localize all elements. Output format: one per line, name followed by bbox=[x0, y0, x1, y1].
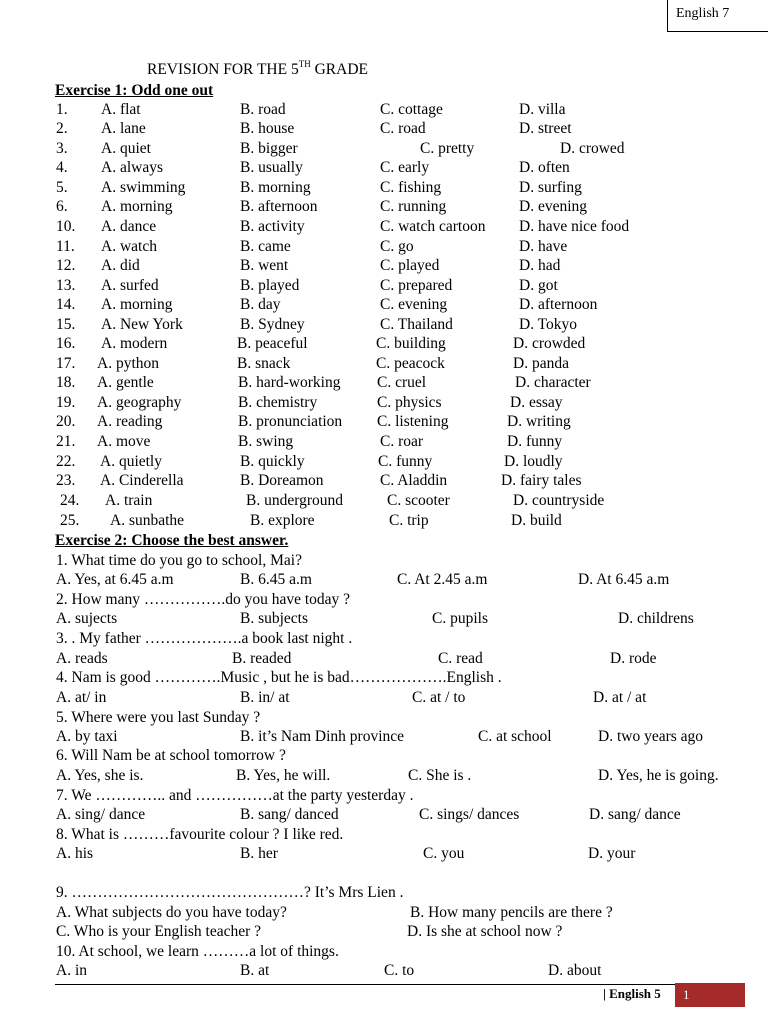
answer-b: B. sang/ danced bbox=[240, 806, 339, 823]
answer-c: C. At 2.45 a.m bbox=[397, 571, 488, 588]
option-c: C. cottage bbox=[380, 101, 443, 118]
item-number: 5. bbox=[56, 179, 68, 196]
option-d: D. Tokyo bbox=[519, 316, 578, 333]
answer-b: B. in/ at bbox=[240, 689, 290, 706]
answer-c: C. at school bbox=[478, 728, 552, 745]
option-a: A. morning bbox=[101, 296, 173, 313]
item-number: 3. bbox=[56, 140, 68, 157]
answer-b: B. her bbox=[240, 845, 278, 862]
option-b: B. played bbox=[240, 277, 300, 294]
footer-label: | English 5 bbox=[603, 986, 661, 1001]
option-a: A. quiet bbox=[101, 140, 151, 157]
option-d: D. got bbox=[519, 277, 558, 294]
answer-a: A. reads bbox=[56, 650, 108, 667]
answer-a: A. in bbox=[56, 962, 87, 979]
option-d: D. build bbox=[511, 512, 562, 529]
option-d: D. countryside bbox=[513, 492, 605, 509]
option-c: C. pretty bbox=[420, 140, 475, 157]
question-10: 10. At school, we learn ………a lot of things. bbox=[56, 943, 339, 960]
option-b: B. usually bbox=[240, 159, 303, 176]
answer-a: A. What subjects do you have today? bbox=[56, 904, 287, 921]
answer-d: D. sang/ dance bbox=[589, 806, 681, 823]
answer-c: C. pupils bbox=[432, 610, 488, 627]
exercise1-heading: Exercise 1: Odd one out bbox=[55, 82, 214, 99]
option-c: C. building bbox=[376, 335, 446, 352]
answer-a: A. Yes, at 6.45 a.m bbox=[56, 571, 174, 588]
option-d: D. writing bbox=[507, 413, 571, 430]
answer-c: C. sings/ dances bbox=[419, 806, 520, 823]
option-a: A. always bbox=[101, 159, 163, 176]
answer-a: A. sujects bbox=[56, 610, 118, 627]
item-number: 18. bbox=[56, 374, 76, 391]
option-c: C. fishing bbox=[380, 179, 442, 196]
option-b: B. Sydney bbox=[240, 316, 305, 333]
answer-c: C. you bbox=[423, 845, 465, 862]
option-b: B. underground bbox=[246, 492, 344, 509]
answer-c: C. Who is your English teacher ? bbox=[56, 923, 262, 940]
footer-page-number: 1 bbox=[675, 983, 745, 1007]
option-b: B. afternoon bbox=[240, 198, 318, 215]
option-a: A. flat bbox=[101, 101, 141, 118]
answer-a: A. his bbox=[56, 845, 94, 862]
answer-a: A. Yes, she is. bbox=[56, 767, 144, 784]
option-c: C. peacock bbox=[376, 355, 445, 372]
option-d: D. fairy tales bbox=[501, 472, 582, 489]
option-a: A. dance bbox=[101, 218, 157, 235]
page-title: REVISION FOR THE 5TH GRADE bbox=[147, 59, 368, 78]
option-c: C. trip bbox=[389, 512, 429, 529]
option-d: D. evening bbox=[519, 198, 588, 215]
option-b: B. peaceful bbox=[237, 335, 308, 352]
option-c: C. physics bbox=[377, 394, 442, 411]
item-number: 22. bbox=[56, 453, 76, 470]
option-c: C. roar bbox=[380, 433, 424, 450]
option-d: D. often bbox=[519, 159, 570, 176]
option-c: C. evening bbox=[380, 296, 448, 313]
answer-a: A. by taxi bbox=[56, 728, 118, 745]
option-a: A. reading bbox=[97, 413, 163, 430]
option-b: B. activity bbox=[240, 218, 305, 235]
option-b: B. swing bbox=[238, 433, 294, 450]
option-a: A. New York bbox=[101, 316, 183, 333]
option-c: C. funny bbox=[378, 453, 433, 470]
answer-d: D. At 6.45 a.m bbox=[578, 571, 670, 588]
option-b: B. quickly bbox=[240, 453, 305, 470]
answer-d: D. at / at bbox=[593, 689, 647, 706]
item-number: 17. bbox=[56, 355, 76, 372]
answer-d: D. childrens bbox=[618, 610, 694, 627]
option-d: D. have bbox=[519, 238, 568, 255]
option-b: B. went bbox=[240, 257, 289, 274]
item-number: 6. bbox=[56, 198, 68, 215]
item-number: 11. bbox=[56, 238, 75, 255]
option-c: C. road bbox=[380, 120, 426, 137]
option-d: D. crowded bbox=[513, 335, 586, 352]
item-number: 23. bbox=[56, 472, 76, 489]
item-number: 14. bbox=[56, 296, 76, 313]
answer-c: C. at / to bbox=[412, 689, 466, 706]
option-d: D. have nice food bbox=[519, 218, 630, 235]
answer-c: C. She is . bbox=[408, 767, 472, 784]
question-7: 7. We ………….. and ……………at the party yesterday . bbox=[56, 787, 414, 804]
option-d: D. street bbox=[519, 120, 572, 137]
option-b: B. road bbox=[240, 101, 286, 118]
item-number: 1. bbox=[56, 101, 68, 118]
option-d: D. afternoon bbox=[519, 296, 598, 313]
option-a: A. lane bbox=[101, 120, 146, 137]
answer-b: B. How many pencils are there ? bbox=[410, 904, 613, 921]
question-8: 8. What is ………favourite colour ? I like red. bbox=[56, 826, 344, 843]
answer-d: D. two years ago bbox=[598, 728, 704, 745]
option-c: C. watch cartoon bbox=[380, 218, 486, 235]
option-b: B. came bbox=[240, 238, 291, 255]
option-a: A. Cinderella bbox=[100, 472, 184, 489]
question-9: 9. ………………………………………? It’s Mrs Lien . bbox=[56, 884, 404, 901]
option-b: B. pronunciation bbox=[238, 413, 343, 430]
answer-b: B. at bbox=[240, 962, 270, 979]
option-a: A. sunbathe bbox=[110, 512, 185, 529]
option-b: B. chemistry bbox=[238, 394, 318, 411]
option-d: D. loudly bbox=[504, 453, 563, 470]
answer-b: B. readed bbox=[232, 650, 292, 667]
answer-d: D. Yes, he is going. bbox=[598, 767, 719, 784]
option-a: A. train bbox=[105, 492, 153, 509]
item-number: 12. bbox=[56, 257, 76, 274]
option-c: C. Thailand bbox=[380, 316, 453, 333]
option-d: D. essay bbox=[510, 394, 563, 411]
option-c: C. go bbox=[380, 238, 414, 255]
option-c: C. running bbox=[380, 198, 447, 215]
answer-c: C. read bbox=[438, 650, 483, 667]
option-c: C. prepared bbox=[380, 277, 453, 294]
answer-b: B. it’s Nam Dinh province bbox=[240, 728, 405, 745]
option-b: B. Doreamon bbox=[240, 472, 324, 489]
question-6: 6. Will Nam be at school tomorrow ? bbox=[56, 747, 286, 764]
option-c: C. scooter bbox=[387, 492, 450, 509]
answer-b: B. Yes, he will. bbox=[236, 767, 331, 784]
option-a: A. gentle bbox=[97, 374, 154, 391]
question-4: 4. Nam is good ………….Music , but he is bad……………….English . bbox=[56, 669, 502, 686]
answer-d: D. your bbox=[588, 845, 636, 862]
option-d: D. funny bbox=[507, 433, 563, 450]
item-number: 25. bbox=[60, 512, 80, 529]
item-number: 20. bbox=[56, 413, 76, 430]
answer-d: D. rode bbox=[610, 650, 657, 667]
item-number: 24. bbox=[60, 492, 80, 509]
item-number: 19. bbox=[56, 394, 76, 411]
item-number: 15. bbox=[56, 316, 76, 333]
question-5: 5. Where were you last Sunday ? bbox=[56, 709, 261, 726]
option-a: A. quietly bbox=[100, 453, 162, 470]
option-c: C. early bbox=[380, 159, 430, 176]
answer-a: A. at/ in bbox=[56, 689, 107, 706]
answer-c: C. to bbox=[384, 962, 415, 979]
option-a: A. geography bbox=[97, 394, 182, 411]
option-c: C. Aladdin bbox=[380, 472, 448, 489]
footer-rule bbox=[55, 984, 745, 985]
item-number: 13. bbox=[56, 277, 76, 294]
option-b: B. house bbox=[240, 120, 295, 137]
option-a: A. surfed bbox=[101, 277, 159, 294]
answer-b: B. subjects bbox=[240, 610, 309, 627]
option-a: A. swimming bbox=[101, 179, 186, 196]
option-c: C. listening bbox=[377, 413, 449, 430]
answer-a: A. sing/ dance bbox=[56, 806, 146, 823]
option-b: B. hard-working bbox=[238, 374, 341, 391]
header-tag: English 7 bbox=[667, 0, 768, 32]
option-d: D. crowed bbox=[560, 140, 625, 157]
answer-d: D. Is she at school now ? bbox=[407, 923, 563, 940]
option-a: A. watch bbox=[101, 238, 157, 255]
option-c: C. played bbox=[380, 257, 440, 274]
option-d: D. villa bbox=[519, 101, 566, 118]
option-a: A. modern bbox=[101, 335, 168, 352]
option-b: B. day bbox=[240, 296, 281, 313]
option-b: B. explore bbox=[250, 512, 315, 529]
option-a: A. python bbox=[97, 355, 159, 372]
option-d: D. surfing bbox=[519, 179, 582, 196]
option-a: A. move bbox=[97, 433, 151, 450]
option-d: D. character bbox=[515, 374, 591, 391]
item-number: 10. bbox=[56, 218, 76, 235]
option-b: B. bigger bbox=[240, 140, 298, 157]
answer-d: D. about bbox=[548, 962, 602, 979]
option-a: A. morning bbox=[101, 198, 173, 215]
item-number: 4. bbox=[56, 159, 68, 176]
question-3: 3. . My father ……………….a book last night . bbox=[56, 630, 353, 647]
option-d: D. had bbox=[519, 257, 561, 274]
exercise2-heading: Exercise 2: Choose the best answer. bbox=[55, 532, 289, 549]
option-c: C. cruel bbox=[377, 374, 427, 391]
question-1: 1. What time do you go to school, Mai? bbox=[56, 552, 302, 569]
question-2: 2. How many …………….do you have today ? bbox=[56, 591, 351, 608]
option-b: B. morning bbox=[240, 179, 311, 196]
option-d: D. panda bbox=[513, 355, 569, 372]
item-number: 21. bbox=[56, 433, 76, 450]
item-number: 16. bbox=[56, 335, 76, 352]
answer-b: B. 6.45 a.m bbox=[240, 571, 312, 588]
option-b: B. snack bbox=[237, 355, 291, 372]
option-a: A. did bbox=[101, 257, 140, 274]
item-number: 2. bbox=[56, 120, 68, 137]
